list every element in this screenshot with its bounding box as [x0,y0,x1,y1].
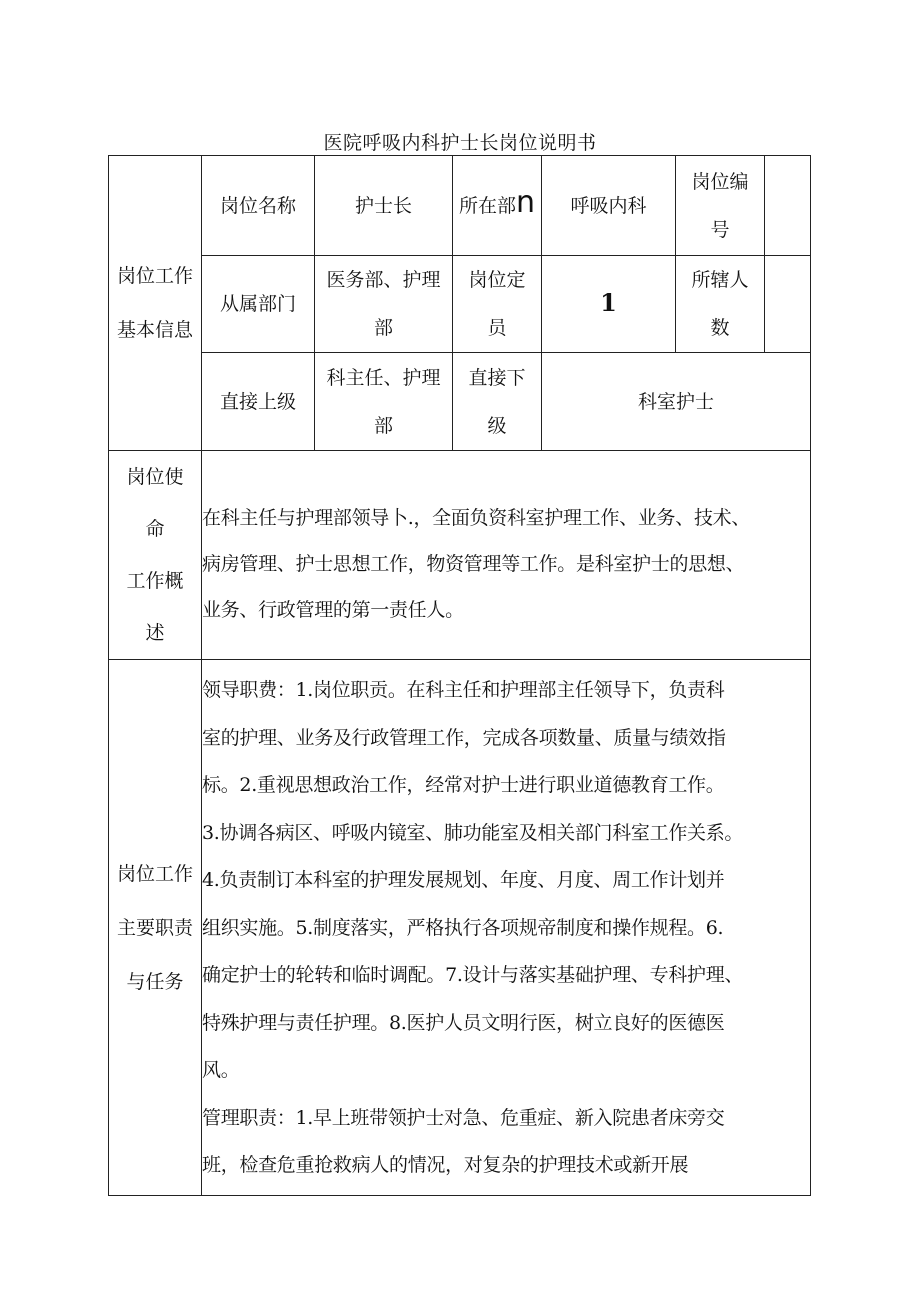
parent-department-value [315,256,453,353]
position-name-value [315,156,453,256]
duties-line: 管理职责：1.早上班带领护士对急、危重症、新入院患者床旁交 [202,1106,725,1129]
mission-label-line-1: 岗位使 [126,466,184,488]
duties-label-line-1: 岗位工作 [116,862,193,885]
department-label-text: 所在部 [458,194,516,217]
duties-line: 领导职费：1.岗位职贡。在科主任和护理部主任领导下，负责科 [202,679,725,702]
direct-superior-value-line-2: 部 [373,414,393,437]
position-code-label [676,156,765,256]
department-label-tail: n [516,184,536,220]
department-value: 呼吸内科 [542,156,676,256]
position-name-text: 护士长 [354,194,412,217]
mission-line: 病房管理、护士思想工作，物资管理等工作。是科室护士的思想、 [202,553,745,575]
duties-line: 组织实施。5.制度落实，严格执行各项规帝制度和操作规程。6. [202,916,724,939]
position-code-value [765,156,811,256]
subordinate-count-label-line-1: 所辖人 [691,269,749,291]
mission-label-line-3: 工作概 [126,570,184,592]
position-code-label-line-2: 号 [710,218,730,241]
staff-quota-label-line-1: 岗位定 [468,269,526,291]
duties-line: 4.负责制订本科室的护理发展规划、年度、月度、周工作计划并 [202,869,725,892]
mission-line: 业务、行政管理的第一责任人。 [202,599,464,621]
duties-label-line-2: 主要职责 [116,916,193,939]
basic-info-label-line-2: 基本信息 [116,319,193,341]
direct-superior-value-line-1: 科主任、护理 [326,366,441,389]
duties-line: 标。2.重视思想政治工作，经常对护士进行职业道德教育工作。 [202,774,725,797]
duties-line: 班，检查危重抢救病人的情况，对复杂的护理技术或新开展 [202,1154,689,1177]
duties-line: 风。 [202,1059,240,1082]
basic-info-section-label [109,156,202,451]
position-name-label: 岗位名称 [202,156,315,256]
direct-subordinate-label-line-1: 直接下 [468,366,526,389]
direct-subordinate-label-line-2: 级 [487,414,507,437]
duties-line: 特殊护理与责任护理。8.医护人员文明行医，树立良好的医德医 [202,1011,725,1034]
direct-superior-value [315,353,453,451]
duties-label-line-3: 与任务 [126,970,184,993]
staff-quota-value [542,256,676,353]
direct-subordinate-label [453,353,542,451]
page-title: 医院呼吸内科护士长岗位说明书 [323,132,597,154]
job-description-table [108,155,811,1196]
mission-line: 在科主任与护理部领导卜.，全面负资科室护理工作、业务、技术、 [202,507,751,529]
basic-info-label-line-1: 岗位工作 [116,265,193,287]
mission-label-line-2: 命 [145,518,165,540]
parent-department-value-line-2: 部 [373,317,393,339]
staff-quota-label [453,256,542,353]
subordinate-count-label-line-2: 数 [710,317,730,339]
duties-line: 室的护理、业务及行政管理工作，完成各项数量、质量与绩效指 [202,726,726,749]
staff-quota-label-line-2: 员 [487,317,507,339]
staff-quota-number: 1 [600,288,617,317]
duties-line: 3.协调各病区、呼吸内镜室、肺功能室及相关部门科室工作关系。 [202,821,744,844]
subordinate-count-label [676,256,765,353]
direct-subordinate-value: 科室护士 [542,353,811,451]
duties-section-label [109,660,202,1196]
duties-line: 确定护士的轮转和临时调配。7.设计与落实基础护理、专科护理、 [202,964,744,987]
parent-department-value-line-1: 医务部、护理 [326,269,441,291]
subordinate-count-value [765,256,811,353]
parent-department-label: 从属部门 [202,256,315,353]
duties-content [202,660,811,1196]
mission-content [202,451,811,660]
mission-label-line-4: 述 [145,622,165,644]
mission-section-label [109,451,202,660]
department-label [453,156,542,256]
position-code-label-line-1: 岗位编 [691,170,749,193]
direct-superior-label: 直接上级 [202,353,315,451]
